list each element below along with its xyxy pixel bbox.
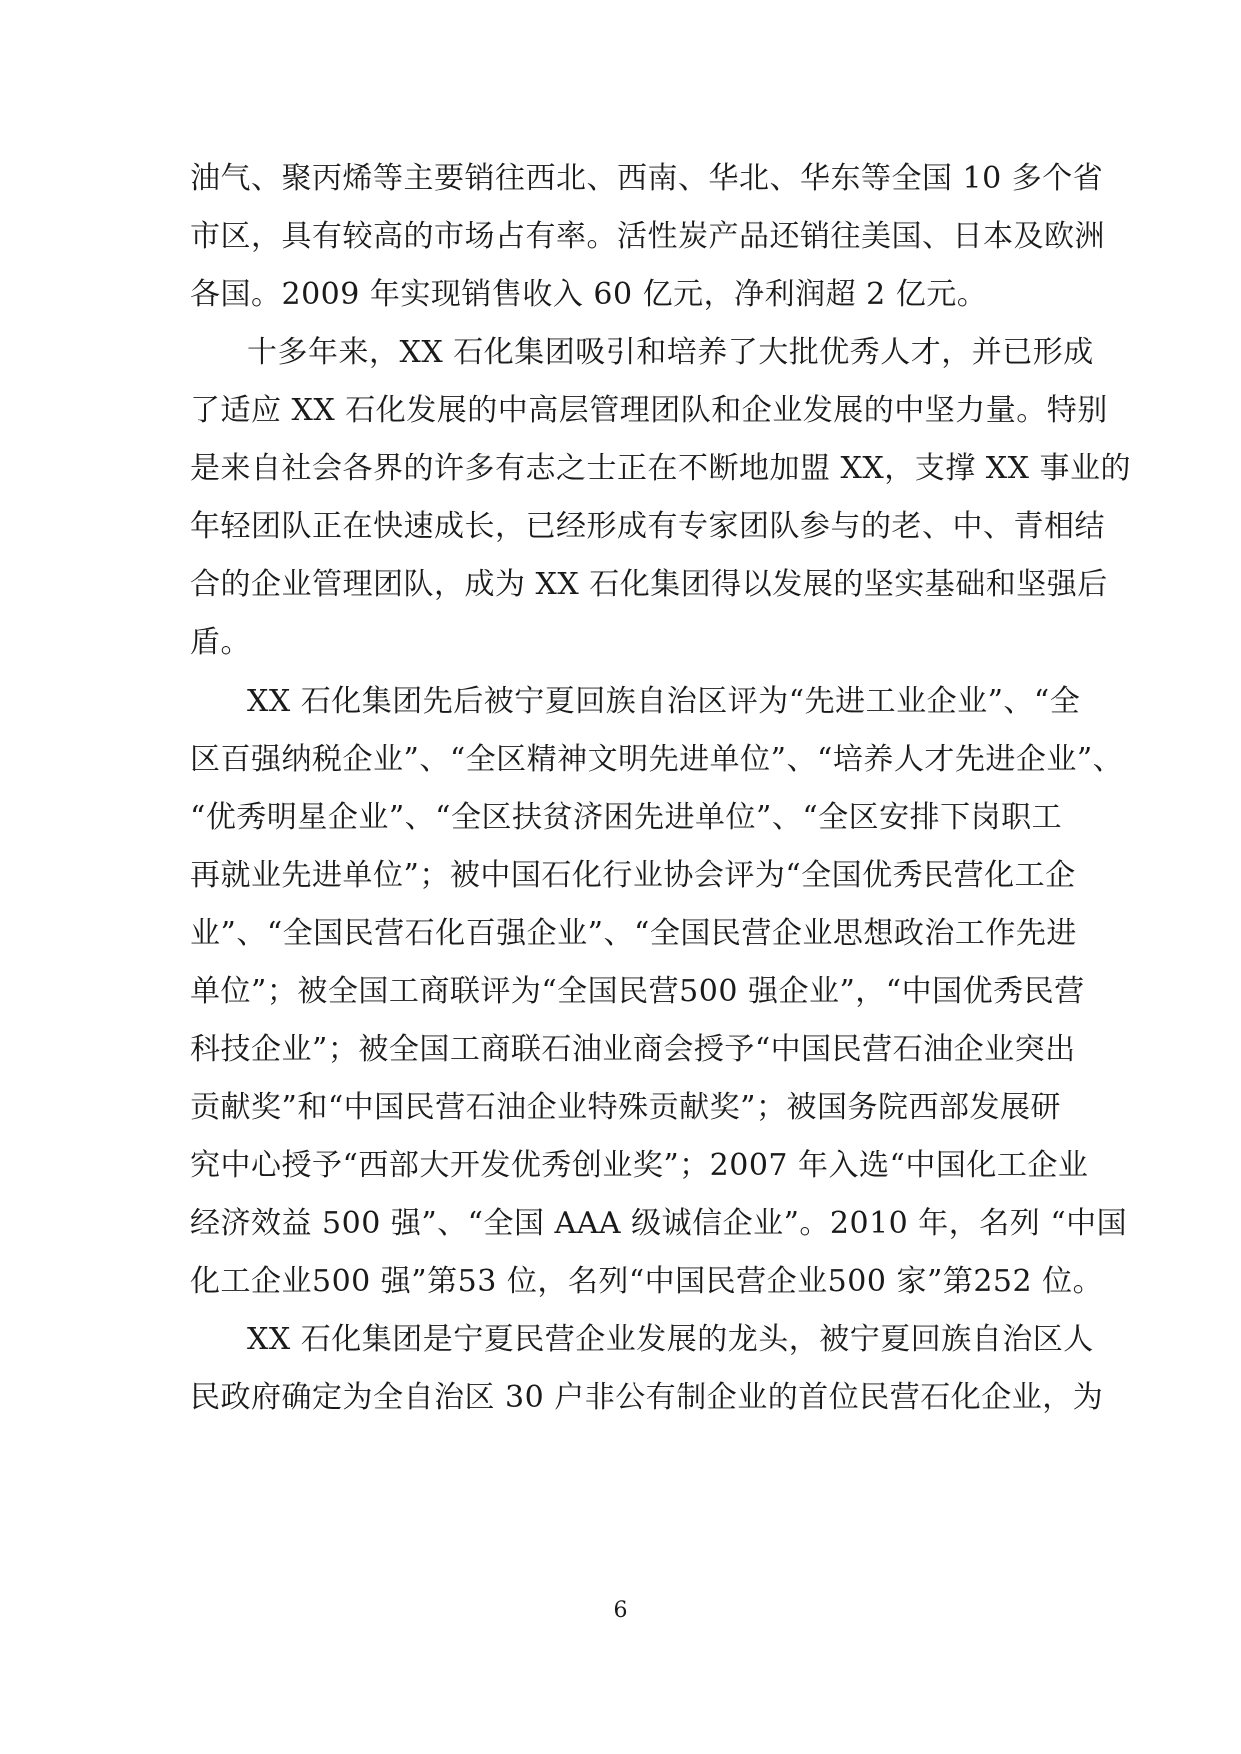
text-line: 再就业先进单位”；被中国石化行业协会评为“全国优秀民营化工企 — [190, 858, 1076, 893]
paragraph-first-line: 十多年来，XX 石化集团吸引和培养了大批优秀人才，并已形成 — [247, 335, 1094, 370]
text-line: 是来自社会各界的许多有志之士正在不断地加盟 XX，支撑 XX 事业的 — [190, 451, 1132, 486]
page-number: 6 — [613, 1598, 628, 1623]
paragraph-first-line: XX 石化集团先后被宁夏回族自治区评为“先进工业企业”、“全 — [247, 684, 1081, 719]
text-line: 化工企业500 强”第53 位，名列“中国民营企业500 家”第252 位。 — [190, 1264, 1104, 1299]
paragraph-first-line: XX 石化集团是宁夏民营企业发展的龙头，被宁夏回族自治区人 — [247, 1322, 1094, 1357]
text-line: 盾。 — [190, 625, 251, 660]
text-line: 市区，具有较高的市场占有率。活性炭产品还销往美国、日本及欧洲 — [190, 219, 1105, 254]
text-line: 单位”；被全国工商联评为“全国民营500 强企业”，“中国优秀民营 — [190, 974, 1085, 1009]
text-line: 究中心授予“西部大开发优秀创业奖”；2007 年入选“中国化工企业 — [190, 1148, 1089, 1183]
text-line: 经济效益 500 强”、“全国 AAA 级诚信企业”。2010 年，名列 “中国 — [190, 1206, 1128, 1241]
text-line: 区百强纳税企业”、“全区精神文明先进单位”、“培养人才先进企业”、 — [190, 742, 1124, 777]
text-line: 民政府确定为全自治区 30 户非公有制企业的首位民营石化企业，为 — [190, 1380, 1104, 1415]
text-line: 年轻团队正在快速成长，已经形成有专家团队参与的老、中、青相结 — [190, 509, 1105, 544]
text-line: 了适应 XX 石化发展的中高层管理团队和企业发展的中坚力量。特别 — [190, 393, 1108, 428]
text-line: 科技企业”；被全国工商联石油业商会授予“中国民营石油企业突出 — [190, 1032, 1076, 1067]
text-line: 油气、聚丙烯等主要销往西北、西南、华北、华东等全国 10 多个省 — [190, 161, 1104, 196]
text-line: 业”、“全国民营石化百强企业”、“全国民营企业思想政治工作先进 — [190, 916, 1077, 951]
text-line: 合的企业管理团队，成为 XX 石化集团得以发展的坚实基础和坚强后 — [190, 567, 1108, 602]
text-line: 贡献奖”和“中国民营石油企业特殊贡献奖”；被国务院西部发展研 — [190, 1090, 1062, 1125]
text-line: 各国。2009 年实现销售收入 60 亿元，净利润超 2 亿元。 — [190, 277, 988, 312]
text-line: “优秀明星企业”、“全区扶贫济困先进单位”、“全区安排下岗职工 — [190, 800, 1063, 835]
